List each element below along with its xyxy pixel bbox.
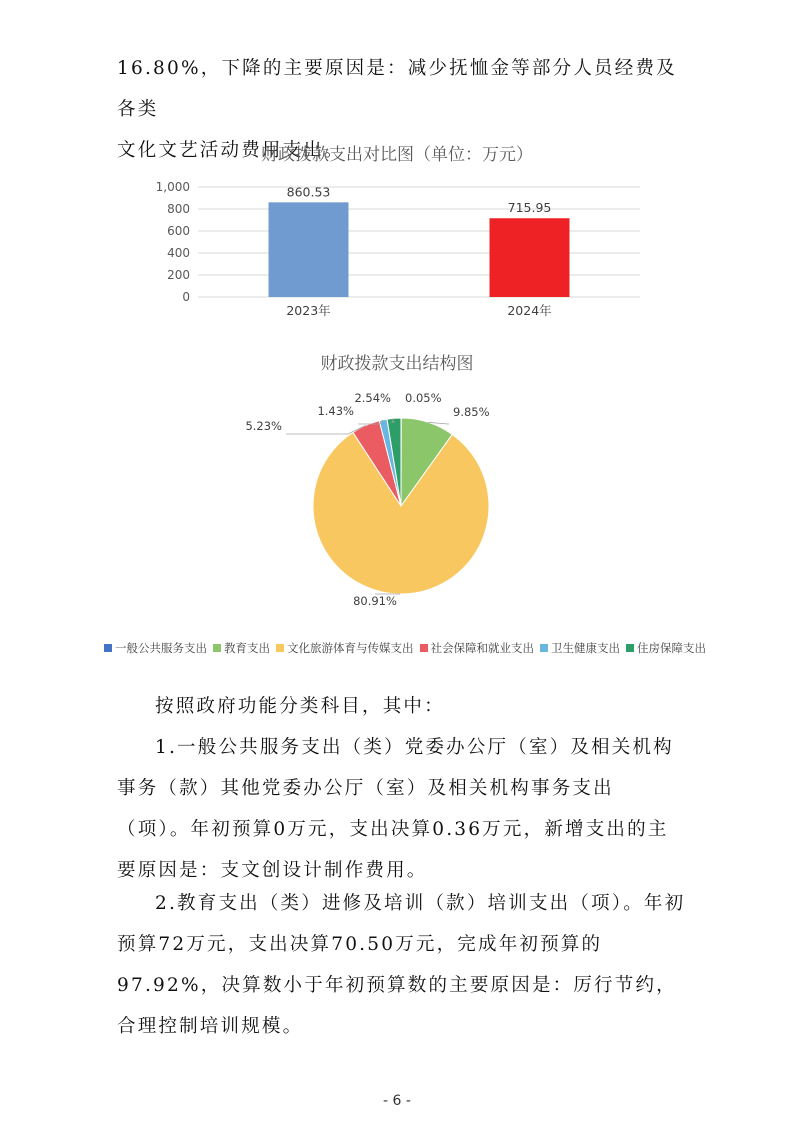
legend-item xyxy=(420,640,535,656)
legend-swatch xyxy=(104,644,112,652)
legend-label: 文化旅游体育与传媒支出 xyxy=(287,641,414,655)
legend-label: 卫生健康支出 xyxy=(551,641,620,655)
y-tick-label: 800 xyxy=(167,202,190,216)
legend-item xyxy=(213,640,270,656)
legend-swatch xyxy=(540,644,548,652)
legend-item xyxy=(626,640,706,656)
legend-label: 一般公共服务支出 xyxy=(115,641,207,655)
intro-line-1: 16.80%，下降的主要原因是：减少抚恤金等部分人员经费及各类 xyxy=(117,58,677,120)
y-tick-label: 200 xyxy=(167,268,190,282)
pie-data-label: 9.85% xyxy=(453,405,490,419)
y-tick-label: 0 xyxy=(182,290,190,304)
bar-2 xyxy=(490,218,570,297)
pie-data-label: 1.43% xyxy=(317,404,354,418)
legend-swatch xyxy=(276,644,284,652)
item-1-paragraph: 1.一般公共服务支出（类）党委办公厅（室）及相关机构事务（款）其他党委办公厅（室）及相关机构事务支出（项）。年初预算0万元，支出决算0.36万元，新增支出的主要原因是：支文创设计制作费用。 xyxy=(117,737,674,881)
bar-data-label: 860.53 xyxy=(286,184,331,200)
legend-label: 社会保障和就业支出 xyxy=(430,641,534,655)
legend-label: 教育支出 xyxy=(224,641,270,655)
x-tick-label: 2023年 xyxy=(286,303,331,318)
pie-data-label: 0.05% xyxy=(405,391,442,405)
pie-data-label: 2.54% xyxy=(354,391,391,405)
legend-swatch xyxy=(420,644,428,652)
legend-label: 住房保障支出 xyxy=(637,641,706,655)
pie-chart xyxy=(0,382,794,627)
legend-item xyxy=(276,640,414,656)
y-tick-label: 600 xyxy=(167,224,190,238)
intro-line-2: 文化文艺活动费用支出。 xyxy=(117,140,345,161)
y-tick-label: 1,000 xyxy=(155,180,190,194)
bar-data-label: 715.95 xyxy=(507,200,552,216)
bar-chart-title: 财政拨款支出对比图（单位：万元） xyxy=(261,145,533,165)
x-tick-label: 2024年 xyxy=(507,303,552,318)
y-tick-label: 400 xyxy=(167,246,190,260)
pie-chart-title: 财政拨款支出结构图 xyxy=(320,354,474,374)
legend-item xyxy=(540,640,620,656)
bar-chart xyxy=(0,172,794,347)
pie-data-label: 80.91% xyxy=(353,594,397,608)
classification-heading: 按照政府功能分类科目，其中： xyxy=(155,696,445,717)
legend-swatch xyxy=(213,644,221,652)
page-number: - 6 - xyxy=(383,1093,411,1109)
legend-item xyxy=(104,640,207,656)
legend-swatch xyxy=(626,644,634,652)
bar-1 xyxy=(269,202,349,297)
pie-data-label: 5.23% xyxy=(245,419,282,433)
item-2-paragraph: 2.教育支出（类）进修及培训（款）培训支出（项）。年初预算72万元，支出决算70.50万元，完成年初预算的97.92%，决算数小于年初预算数的主要原因是：厉行节约，合理控制培训规模。 xyxy=(117,893,686,1037)
pie-legend xyxy=(60,640,750,656)
